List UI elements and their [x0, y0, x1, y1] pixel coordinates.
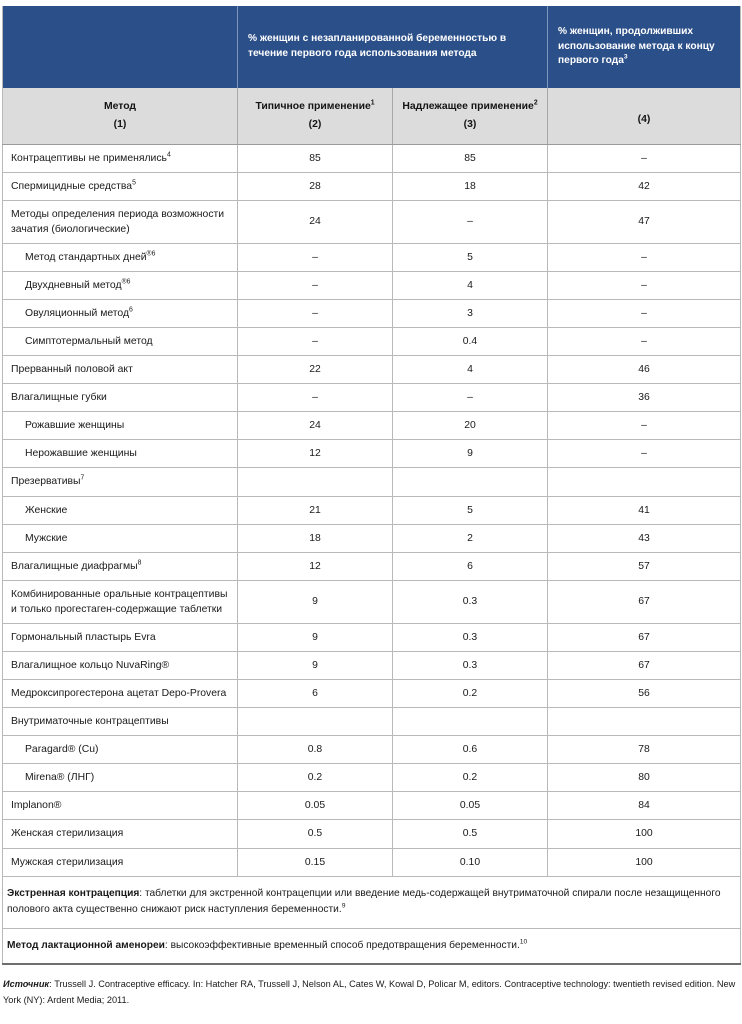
cell-perfect-use: 2: [393, 524, 548, 552]
cell-continuation: 41: [548, 496, 741, 524]
cell-continuation: –: [548, 328, 741, 356]
cell-perfect-use: 0.2: [393, 680, 548, 708]
method-footnote-marker: 7: [80, 474, 85, 482]
cell-method: [3, 172, 238, 200]
cell-perfect-use: 18: [393, 172, 548, 200]
table-row: [3, 440, 741, 468]
cell-typical-use: 24: [238, 200, 393, 243]
cell-typical-use: 9: [238, 651, 393, 679]
method-label: Медроксипрогестерона ацетат Depo-Provera: [11, 688, 227, 700]
column-header-perfect-use: [393, 88, 548, 144]
table-row: [3, 496, 741, 524]
note-footnote-marker: 9: [341, 902, 346, 910]
method-label: Метод стандартных дней: [25, 251, 147, 263]
cell-method: [3, 328, 238, 356]
cell-perfect-use: 0.3: [393, 580, 548, 623]
method-label: Методы определения периода возможности зачатия (биологические): [11, 208, 225, 235]
method-footnote-marker: ®6: [121, 278, 131, 286]
method-footnote-marker: 8: [137, 559, 142, 567]
cell-typical-use: 9: [238, 623, 393, 651]
cell-perfect-use: 5: [393, 243, 548, 271]
note-cell: [3, 928, 741, 964]
cell-method: [3, 764, 238, 792]
cell-perfect-use: 6: [393, 552, 548, 580]
table-foot: [3, 876, 741, 964]
column-header-method-number: (1): [113, 119, 127, 131]
table-row: [3, 580, 741, 623]
column-header-typical-use: [238, 88, 393, 144]
cell-perfect-use: 0.3: [393, 623, 548, 651]
cell-perfect-use: [393, 708, 548, 736]
method-label: Нерожавшие женщины: [25, 448, 137, 460]
header-pregnancy-label: % женщин с незапланированной беременностью в течение первого года использования метода: [248, 33, 507, 59]
column-header-continuation-number: (4): [637, 113, 651, 125]
method-label: Влагалищное кольцо NuvaRing®: [11, 659, 170, 671]
method-label: Влагалищные губки: [11, 392, 107, 404]
table-row: [3, 468, 741, 496]
note-cell: [3, 876, 741, 928]
cell-typical-use: [238, 708, 393, 736]
note-lead-label: Метод лактационной аменореи: [7, 939, 165, 951]
cell-perfect-use: 0.05: [393, 792, 548, 820]
column-header-perfect-number: (3): [463, 119, 477, 131]
cell-continuation: –: [548, 440, 741, 468]
table-row: [3, 524, 741, 552]
method-label: Женская стерилизация: [11, 828, 124, 840]
table-row: [3, 144, 741, 172]
table-row: [3, 552, 741, 580]
cell-perfect-use: 20: [393, 412, 548, 440]
method-footnote-marker: 6: [129, 306, 133, 314]
method-label: Спермицидные средства: [11, 180, 133, 192]
sub-header-row: [3, 88, 741, 144]
cell-continuation: 67: [548, 651, 741, 679]
column-header-perfect-sup: 2: [533, 99, 538, 107]
cell-typical-use: 0.8: [238, 736, 393, 764]
table-row: [3, 820, 741, 848]
cell-perfect-use: 4: [393, 271, 548, 299]
table-row: [3, 651, 741, 679]
cell-perfect-use: 0.3: [393, 651, 548, 679]
cell-typical-use: –: [238, 271, 393, 299]
cell-method: [3, 496, 238, 524]
method-label: Мужская стерилизация: [11, 856, 124, 868]
cell-continuation: 84: [548, 792, 741, 820]
cell-typical-use: 0.05: [238, 792, 393, 820]
cell-typical-use: 22: [238, 356, 393, 384]
cell-perfect-use: –: [393, 200, 548, 243]
cell-continuation: –: [548, 271, 741, 299]
cell-continuation: 42: [548, 172, 741, 200]
cell-perfect-use: 0.2: [393, 764, 548, 792]
cell-method: [3, 440, 238, 468]
cell-typical-use: 12: [238, 440, 393, 468]
cell-perfect-use: [393, 468, 548, 496]
cell-method: [3, 468, 238, 496]
cell-method: [3, 623, 238, 651]
note-lead-label: Экстренная контрацепция: [7, 887, 140, 899]
cell-method: [3, 356, 238, 384]
table-row: [3, 328, 741, 356]
table-note-row: [3, 876, 741, 928]
cell-continuation: –: [548, 243, 741, 271]
cell-continuation: –: [548, 144, 741, 172]
method-label: Овуляционный метод: [25, 307, 130, 319]
cell-continuation: –: [548, 299, 741, 327]
cell-perfect-use: 0.4: [393, 328, 548, 356]
method-footnote-marker: 4: [166, 151, 171, 159]
table-row: [3, 736, 741, 764]
column-header-method-label: Метод: [103, 101, 137, 113]
cell-continuation: 36: [548, 384, 741, 412]
cell-method: [3, 580, 238, 623]
cell-continuation: 56: [548, 680, 741, 708]
note-body-text: : таблетки для экстренной контрацепции или введение медь-содержащей внутриматочной спирали после незащищенного полового акта существенно снижают риск наступления беременности.: [7, 887, 721, 916]
cell-typical-use: 9: [238, 580, 393, 623]
method-label: Implanon®: [11, 800, 62, 812]
cell-continuation: 80: [548, 764, 741, 792]
cell-method: [3, 848, 238, 876]
cell-typical-use: –: [238, 384, 393, 412]
cell-typical-use: –: [238, 328, 393, 356]
header-blank-cell: [3, 6, 238, 88]
cell-typical-use: 0.2: [238, 764, 393, 792]
cell-method: [3, 524, 238, 552]
cell-method: [3, 651, 238, 679]
cell-continuation: 46: [548, 356, 741, 384]
table-row: [3, 792, 741, 820]
cell-perfect-use: –: [393, 384, 548, 412]
cell-method: [3, 384, 238, 412]
cell-method: [3, 680, 238, 708]
method-label: Женские: [25, 504, 68, 516]
cell-method: [3, 736, 238, 764]
cell-continuation: 78: [548, 736, 741, 764]
column-header-typical-number: (2): [308, 119, 322, 131]
cell-continuation: 43: [548, 524, 741, 552]
cell-method: [3, 243, 238, 271]
table-row: [3, 200, 741, 243]
cell-typical-use: [238, 468, 393, 496]
cell-perfect-use: 3: [393, 299, 548, 327]
method-label: Paragard® (Cu): [25, 744, 99, 756]
cell-continuation: 100: [548, 820, 741, 848]
table-row: [3, 271, 741, 299]
cell-method: [3, 552, 238, 580]
cell-typical-use: 18: [238, 524, 393, 552]
table-row: [3, 708, 741, 736]
cell-method: [3, 200, 238, 243]
cell-method: [3, 299, 238, 327]
method-label: Влагалищные диафрагмы: [11, 560, 138, 572]
table-row: [3, 172, 741, 200]
method-label: Двухдневный метод: [25, 279, 122, 291]
cell-typical-use: –: [238, 299, 393, 327]
source-citation: [3, 977, 739, 1009]
source-text: : Trussell J. Contraceptive efficacy. In: Hatcher RA, Trussell J, Nelson AL, Cates W, Kowal D, Policar M, editors. Contraceptive technology: twentieth revised edition. New York (NY): Ardent Media; 2011.: [3, 979, 736, 1005]
cell-method: [3, 144, 238, 172]
method-label: Комбинированные оральные контрацептивы и только прогестаген-содержащие таблетки: [11, 588, 228, 615]
cell-typical-use: 85: [238, 144, 393, 172]
cell-method: [3, 412, 238, 440]
cell-continuation: 67: [548, 580, 741, 623]
table-row: [3, 299, 741, 327]
cell-perfect-use: 9: [393, 440, 548, 468]
cell-perfect-use: 5: [393, 496, 548, 524]
table-row: [3, 412, 741, 440]
method-label: Рожавшие женщины: [25, 420, 125, 432]
column-header-perfect-label: Надлежащее применение: [402, 101, 534, 113]
method-label: Презервативы: [11, 476, 81, 488]
table-row: [3, 848, 741, 876]
cell-continuation: –: [548, 412, 741, 440]
note-footnote-marker: 10: [519, 938, 528, 946]
cell-typical-use: 24: [238, 412, 393, 440]
cell-method: [3, 708, 238, 736]
method-label: Прерванный половой акт: [11, 364, 133, 376]
cell-continuation: [548, 708, 741, 736]
method-label: Гормональный пластырь Evra: [11, 631, 156, 643]
cell-perfect-use: 0.6: [393, 736, 548, 764]
cell-typical-use: 21: [238, 496, 393, 524]
cell-method: [3, 271, 238, 299]
table-head: [3, 6, 741, 144]
table-row: [3, 623, 741, 651]
cell-continuation: 100: [548, 848, 741, 876]
header-pregnancy-group: [238, 6, 548, 88]
header-continuation-sup: 3: [623, 54, 628, 61]
method-footnote-marker: ®6: [146, 250, 156, 258]
contraceptive-efficacy-table: [2, 6, 741, 965]
method-label: Контрацептивы не применялись: [11, 152, 167, 164]
cell-method: [3, 792, 238, 820]
table-row: [3, 764, 741, 792]
cell-continuation: [548, 468, 741, 496]
cell-perfect-use: 85: [393, 144, 548, 172]
cell-perfect-use: 4: [393, 356, 548, 384]
header-continuation-group: [548, 6, 741, 88]
column-header-method: [3, 88, 238, 144]
method-footnote-marker: 5: [132, 179, 136, 187]
cell-method: [3, 820, 238, 848]
cell-typical-use: 0.15: [238, 848, 393, 876]
header-band-row: [3, 6, 741, 88]
method-label: Симптотермальный метод: [25, 336, 153, 348]
cell-perfect-use: 0.10: [393, 848, 548, 876]
method-label: Мужские: [25, 532, 68, 544]
cell-continuation: 47: [548, 200, 741, 243]
table-note-row: [3, 928, 741, 964]
column-header-typical-sup: 1: [370, 99, 375, 107]
cell-typical-use: 12: [238, 552, 393, 580]
method-label: Mirena® (ЛНГ): [25, 772, 95, 784]
cell-typical-use: –: [238, 243, 393, 271]
method-label: Внутриматочные контрацептивы: [11, 716, 169, 728]
table-body: [3, 144, 741, 876]
table-row: [3, 384, 741, 412]
column-header-typical-label: Типичное применение: [255, 101, 371, 113]
note-body-text: : высокоэффективные временный способ предотвращения беременности.: [164, 939, 520, 951]
table-row: [3, 680, 741, 708]
table-row: [3, 243, 741, 271]
cell-perfect-use: 0.5: [393, 820, 548, 848]
table-row: [3, 356, 741, 384]
cell-typical-use: 28: [238, 172, 393, 200]
source-label: Источник: [3, 979, 50, 990]
cell-continuation: 57: [548, 552, 741, 580]
cell-typical-use: 0.5: [238, 820, 393, 848]
header-continuation-label: % женщин, продолживших использование метода к концу первого года: [558, 25, 715, 67]
cell-typical-use: 6: [238, 680, 393, 708]
column-header-continuation: [548, 88, 741, 144]
cell-continuation: 67: [548, 623, 741, 651]
